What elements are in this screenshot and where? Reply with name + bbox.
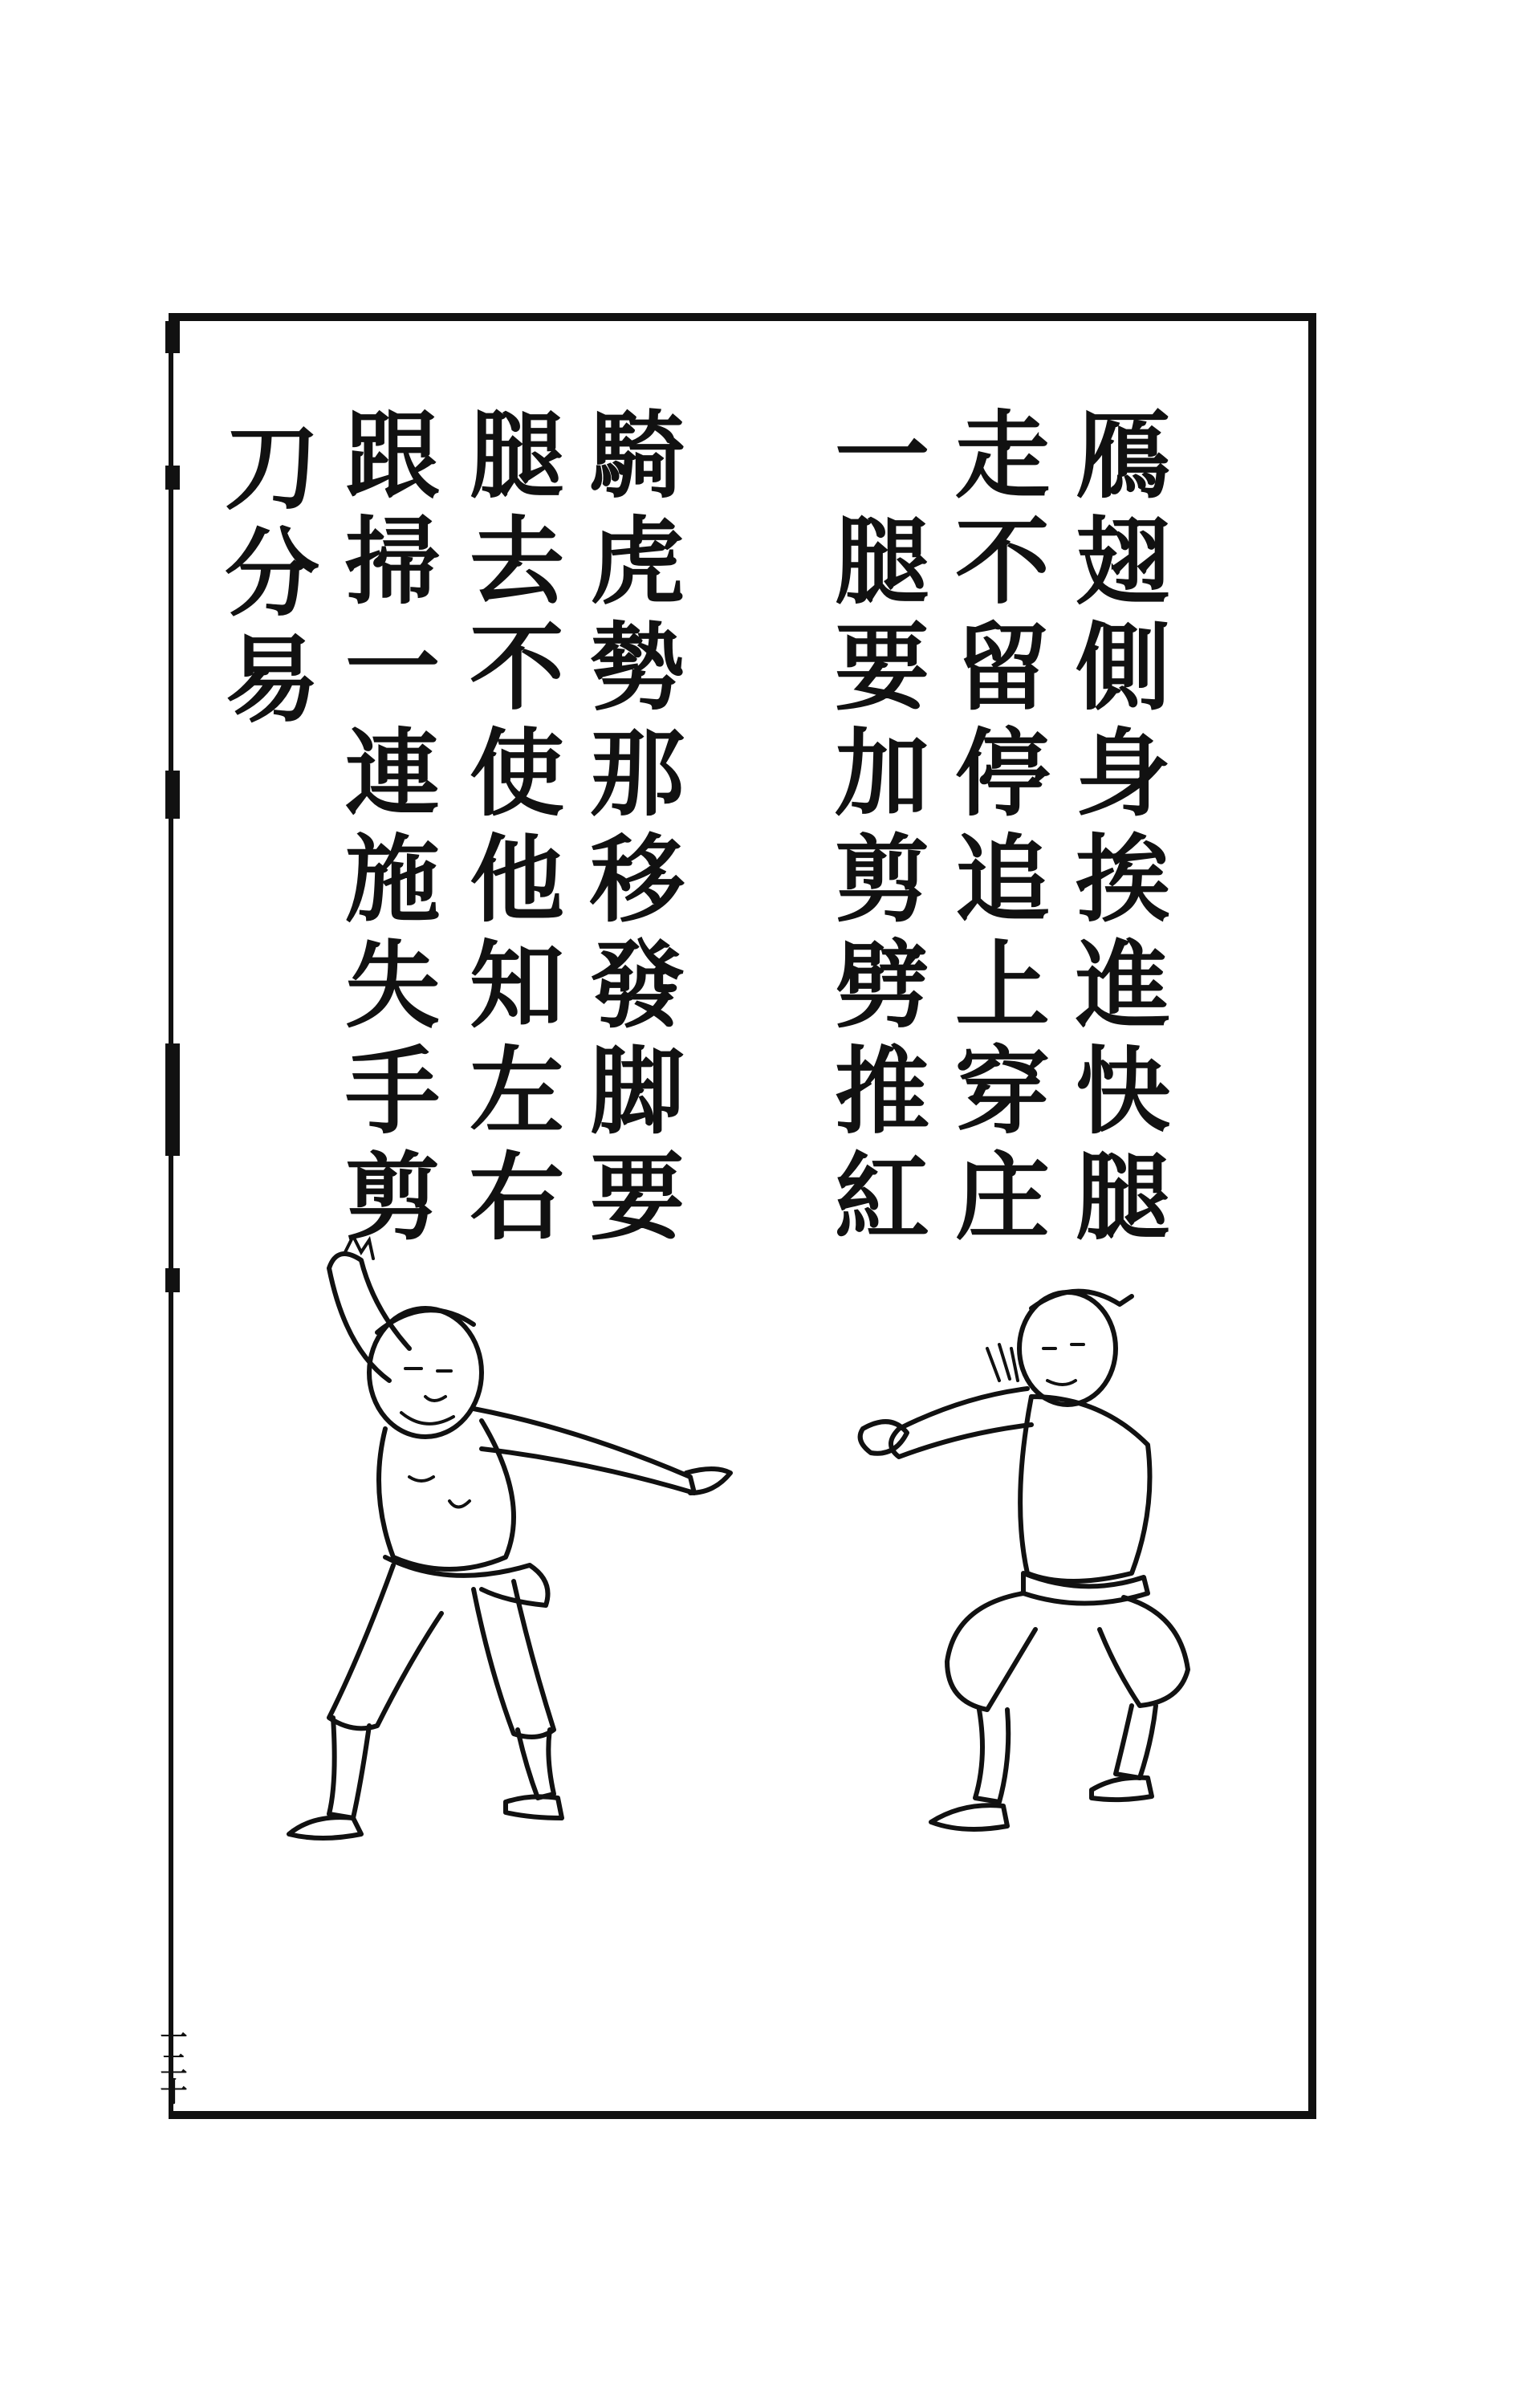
left-fighter-figure	[289, 1236, 730, 1838]
verse-column-2: 走不留停追上穿庄	[939, 405, 1051, 1253]
verse-column-1: 鴈翅側身挨進快腿	[1059, 405, 1171, 1253]
verse-column-7: 刀分易	[209, 417, 320, 735]
right-fighter-figure	[860, 1291, 1188, 1829]
verse-column-5: 腿去不使他知左右	[453, 405, 565, 1253]
verse-column-3: 一腿要加剪劈推紅	[819, 405, 930, 1253]
folio-number: 一二十	[155, 2023, 187, 2105]
sparring-illustration	[241, 1236, 1284, 1959]
woodcut-figures-image	[241, 1236, 1284, 1959]
verse-column-4: 騎虎勢那移發脚要	[574, 405, 685, 1253]
binding-margin-strip	[161, 321, 183, 2111]
verse-column-6: 跟掃一連施失手剪	[329, 405, 441, 1253]
